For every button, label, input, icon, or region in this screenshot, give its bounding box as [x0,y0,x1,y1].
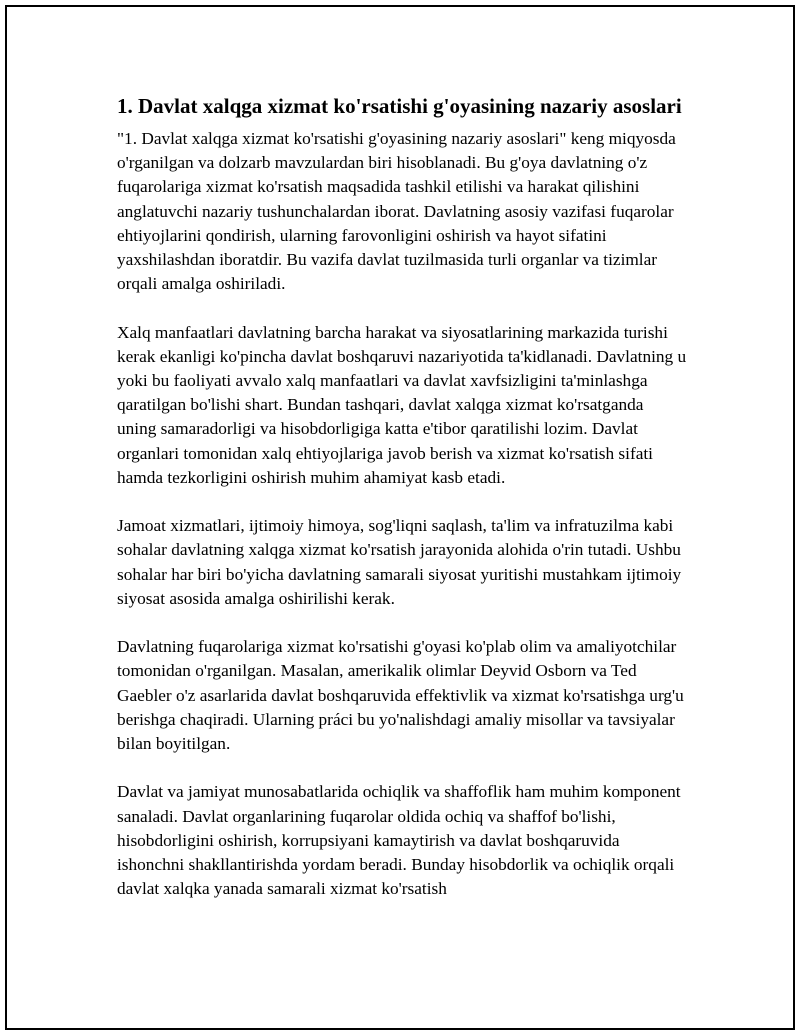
document-body [117,92,687,926]
paragraph-3: Jamoat xizmatlari, ijtimoiy himoya, sog'liqni saqlash, ta'lim va infratuzilma kabi sohalar davlatning xalqga xizmat ko'rsatish jarayonida alohida o'rin tutadi. Ushbu sohalar har biri bo'yicha davlatning samarali siyosat yuritishi mustahkam ijtimoiy siyosat asosida amalga oshirilishi kerak. [117,516,682,608]
paragraph-4: Davlatning fuqarolariga xizmat ko'rsatishi g'oyasi ko'plab olim va amaliyotchilar tomonidan o'rganilgan. Masalan, amerikalik olimlar Deyvid Osborn va Ted Gaebler o'z asarlarida davlat boshqaruvida effektivlik va xizmat ko'rsatishga urg'u berishga chaqiradi. Ularning práci bu yo'nalishdagi amaliy misollar va tavsiyalar bilan boyitilgan. [117,637,684,754]
document-title: 1. Davlat xalqga xizmat ko'rsatishi g'oyasining nazariy asoslari [117,94,682,118]
paragraph-1: "1. Davlat xalqga xizmat ko'rsatishi g'oyasining nazariy asoslari" keng miqyosda o'rganilgan va dolzarb mavzulardan biri hisoblanadi. Bu g'oya davlatning o'z fuqarolariga xizmat ko'rsatish maqsadida tashkil etilishi va harakat qilishini anglatuvchi nazariy tushunchalardan iborat. Davlatning asosiy vazifasi fuqarolar ehtiyojlarini qondirish, ularning farovonligini oshirish va hayot sifatini yaxshilashdan iboratdir. Bu vazifa davlat tuzilmasida turli organlar va tizimlar orqali amalga oshiriladi. [117,129,676,294]
paragraph-5: Davlat va jamiyat munosabatlarida ochiqlik va shaffoflik ham muhim komponent sanaladi. Davlat organlarining fuqarolar oldida ochiq va shaffof bo'lishi, hisobdorligini oshirish, korrupsiyani kamaytirish va davlat boshqaruvida ishonchni shakllantirishda yordam beradi. Bunday hisobdorlik va ochiqlik orqali davlat xalqka yanada samarali xizmat ko'rsatish [117,782,681,899]
paragraph-2: Xalq manfaatlari davlatning barcha harakat va siyosatlarining markazida turishi kerak ekanligi ko'pincha davlat boshqaruvi nazariyotida ta'kidlanadi. Davlatning u yoki bu faoliyati avvalo xalq manfaatlari va davlat xavfsizligini ta'minlashga qaratilgan bo'lishi shart. Bundan tashqari, davlat xalqga xizmat ko'rsatganda uning samaradorligi va hisobdorligiga katta e'tibor qaratilishi lozim. Davlat organlari tomonidan xalq ehtiyojlariga javob berish va xizmat ko'rsatish sifati hamda tezkorligini oshirish muhim ahamiyat kasb etadi. [117,322,687,487]
